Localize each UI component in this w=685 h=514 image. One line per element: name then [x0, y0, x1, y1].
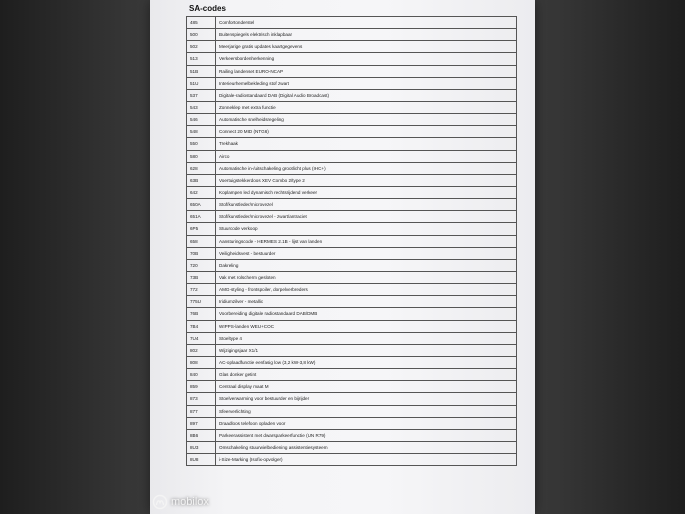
table-row	[187, 271, 517, 283]
table-row	[187, 259, 517, 271]
row-description: Comfortonderstel	[216, 17, 517, 29]
row-code: 859	[187, 381, 216, 393]
table-row	[187, 308, 517, 320]
sa-codes-table	[186, 16, 517, 466]
row-description: Vak met rolscherm gesloten	[216, 271, 517, 283]
row-code: 840	[187, 369, 216, 381]
row-description: Railing landenset EURO-NCAP	[216, 65, 517, 77]
table-row	[187, 247, 517, 259]
row-description: Stof/kunstleder/microvezel - zwart/antraciet	[216, 211, 517, 223]
row-description: Automatische in-/uitschakeling grootlicht plus (IHC+)	[216, 162, 517, 174]
sa-codes-table-body	[187, 17, 517, 466]
table-row	[187, 405, 517, 417]
row-code: 642	[187, 186, 216, 198]
row-code: 802	[187, 344, 216, 356]
table-row	[187, 356, 517, 368]
row-code: 808	[187, 356, 216, 368]
table-row	[187, 101, 517, 113]
watermark-text: mobilox	[171, 496, 209, 508]
row-description: Connect 20 MID (NTG6)	[216, 126, 517, 138]
table-row	[187, 89, 517, 101]
row-description: Koplampen led dynamisch rechtsrijdend verkeer	[216, 186, 517, 198]
row-code: 6P5	[187, 223, 216, 235]
row-description: Veiligheidsvest - bestuurder	[216, 247, 517, 259]
row-description: Sfeerverlichting	[216, 405, 517, 417]
row-code: 73B	[187, 271, 216, 283]
row-description: Wijzigingsjaar X1/1	[216, 344, 517, 356]
row-code: 513	[187, 53, 216, 65]
row-code: 76B	[187, 308, 216, 320]
table-row	[187, 126, 517, 138]
row-description: Automatische snelheidsregeling	[216, 114, 517, 126]
row-description: WIPPS-landen WEU+COC	[216, 320, 517, 332]
row-code: 537	[187, 89, 216, 101]
row-code: 51U	[187, 77, 216, 89]
row-description: Glas donker getint	[216, 369, 517, 381]
row-code: 877	[187, 405, 216, 417]
row-code: 550	[187, 138, 216, 150]
row-description: Trekhaak	[216, 138, 517, 150]
row-code: 897	[187, 417, 216, 429]
row-code: 63B	[187, 174, 216, 186]
row-code: 7B4	[187, 320, 216, 332]
row-code: 772	[187, 284, 216, 296]
table-row	[187, 235, 517, 247]
row-code: 485	[187, 17, 216, 29]
row-code: 51B	[187, 65, 216, 77]
row-description: Centraal display maat M	[216, 381, 517, 393]
table-row	[187, 454, 517, 466]
row-code: 8U8	[187, 454, 216, 466]
row-code: 8U3	[187, 441, 216, 453]
table-row	[187, 29, 517, 41]
table-row	[187, 162, 517, 174]
row-description: Interieurhemelbekleding stof zwart	[216, 77, 517, 89]
table-row	[187, 223, 517, 235]
table-row	[187, 150, 517, 162]
row-description: Draadloos telefoon opladen voor	[216, 417, 517, 429]
table-row	[187, 114, 517, 126]
row-description: AMG-styling - frontspoiler, dorpelverbreders	[216, 284, 517, 296]
table-row	[187, 65, 517, 77]
table-row	[187, 174, 517, 186]
row-code: 543	[187, 101, 216, 113]
row-code: 873	[187, 393, 216, 405]
row-description: Stoelverwarming voor bestuurder en bijrijder	[216, 393, 517, 405]
table-row	[187, 41, 517, 53]
row-code: 628	[187, 162, 216, 174]
row-description: Stuurcode verkoop	[216, 223, 517, 235]
row-code: 651A	[187, 211, 216, 223]
row-code: 546	[187, 114, 216, 126]
table-row	[187, 138, 517, 150]
table-row	[187, 211, 517, 223]
row-code: 7U4	[187, 332, 216, 344]
row-code: 580	[187, 150, 216, 162]
table-row	[187, 429, 517, 441]
row-code: 658	[187, 235, 216, 247]
table-row	[187, 296, 517, 308]
table-row	[187, 381, 517, 393]
table-row	[187, 199, 517, 211]
row-code: 775U	[187, 296, 216, 308]
table-row	[187, 393, 517, 405]
row-description: Meerjarige gratis updates kaartgegevens	[216, 41, 517, 53]
row-code: 720	[187, 259, 216, 271]
row-code: 500	[187, 29, 216, 41]
row-description: Voorbereiding digitale radiostandaard DAB/DMB	[216, 308, 517, 320]
watermark	[152, 494, 209, 510]
row-description: Voertuigstekkerdoos XEV Combo 2/type 2	[216, 174, 517, 186]
row-description: Stoeltype 4	[216, 332, 517, 344]
row-code: 502	[187, 41, 216, 53]
row-description: Buitenspiegels elektrisch inklapbaar	[216, 29, 517, 41]
row-description: i-Size-Marking (Isofix-opvolger)	[216, 454, 517, 466]
row-description: Aansturingscode - HERMES 2.1B - lijst van landen	[216, 235, 517, 247]
table-row	[187, 186, 517, 198]
table-row	[187, 344, 517, 356]
row-code: 650A	[187, 199, 216, 211]
row-description: Omschakeling stuurwielbediening assistentiesysteem	[216, 441, 517, 453]
row-code: 70B	[187, 247, 216, 259]
table-row	[187, 77, 517, 89]
row-description: AC-oplaadfunctie eenfasig low (3,2 kW-3,8 kW)	[216, 356, 517, 368]
row-code: 548	[187, 126, 216, 138]
table-row	[187, 53, 517, 65]
table-row	[187, 320, 517, 332]
row-description: Iridiumzilver - metallic	[216, 296, 517, 308]
document-title: SA-codes	[189, 4, 226, 13]
row-description: Airco	[216, 150, 517, 162]
table-row	[187, 369, 517, 381]
table-row	[187, 417, 517, 429]
row-description: Verkeersbordenherkenning	[216, 53, 517, 65]
table-row	[187, 441, 517, 453]
table-row	[187, 17, 517, 29]
row-description: Stof/kunstleder/microvezel	[216, 199, 517, 211]
row-description: Digitale-radiostandaard DAB (Digital Audio Broadcast)	[216, 89, 517, 101]
row-description: Parkeerassistent met dwarsparkeerfunctie (UN R79)	[216, 429, 517, 441]
table-row	[187, 332, 517, 344]
mobilox-logo-icon	[152, 494, 168, 510]
row-description: Zonneklep met extra functie	[216, 101, 517, 113]
table-row	[187, 284, 517, 296]
row-code: 8B6	[187, 429, 216, 441]
row-description: Dakreling	[216, 259, 517, 271]
